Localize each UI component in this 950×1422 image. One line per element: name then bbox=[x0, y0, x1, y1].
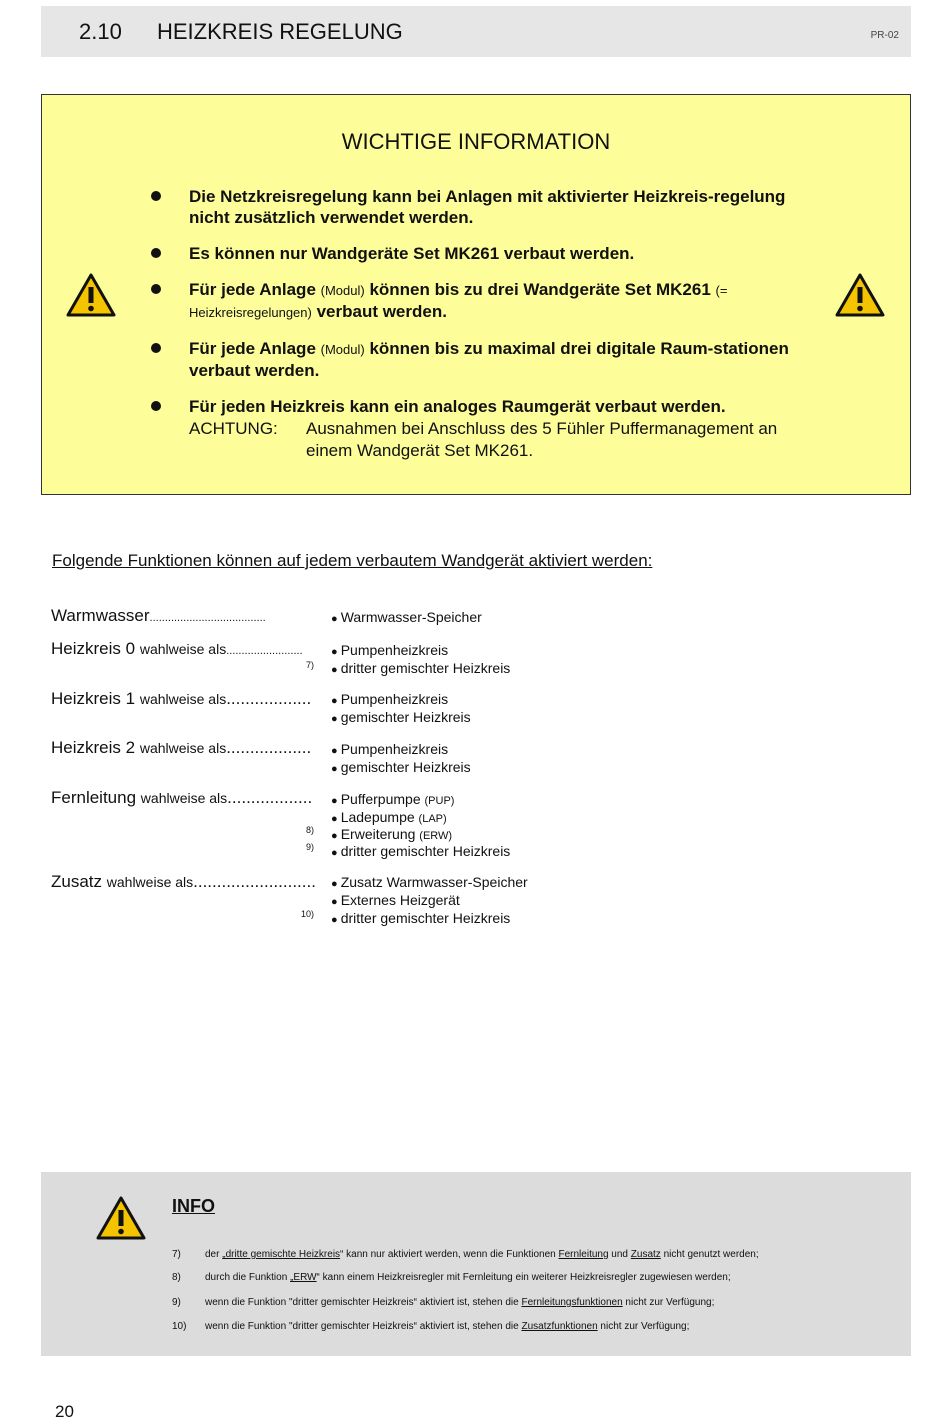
important-info-box bbox=[41, 94, 911, 495]
function-option: ● Erweiterung (ERW) bbox=[331, 826, 452, 842]
function-option: ● Externes Heizgerät bbox=[331, 892, 460, 908]
function-option: ● Pumpenheizkreis bbox=[331, 691, 448, 707]
info-box: INFO 7) der „dritte gemischte Heizkreis“ kann nur aktiviert werden, wenn die Funktionen Fernleitung und Zusatz nicht genutzt werden; 8) durch die Funktion „ERW“ kann einem Heizkreisregler mit Fernleitung ein weiterer Heizkreisregler zugewiesen werden; 9) wenn die Funktion "dritter gemischter Heizkreis“ aktiviert ist, stehen die Fernleitungsfunktionen nicht zur Verfügung; 10) wenn die Funktion "dritter gemischter Heizkreis“ aktiviert ist, stehen die Zusatzfunktionen nicht zur Verfügung; bbox=[41, 1172, 911, 1356]
function-option: ● Pumpenheizkreis bbox=[331, 741, 448, 757]
footnote-ref: 7) bbox=[305, 660, 314, 670]
list-item: Für jede Anlage (Modul) können bis zu maximal drei digitale Raum-stationen verbaut werden. bbox=[189, 338, 809, 381]
footnote-ref: 9) bbox=[305, 842, 314, 852]
achtung-text: Ausnahmen bei Anschluss des 5 Fühler Puffermanagement an einem Wandgerät Set MK261. bbox=[306, 419, 778, 460]
warning-icon bbox=[65, 272, 117, 318]
warning-icon bbox=[95, 1195, 147, 1241]
function-option: ● Zusatz Warmwasser-Speicher bbox=[331, 874, 528, 890]
important-heading: WICHTIGE INFORMATION bbox=[341, 129, 611, 154]
section-header bbox=[41, 6, 911, 57]
warning-icon bbox=[834, 272, 886, 318]
footnote-ref: 8) bbox=[305, 825, 314, 835]
function-option: ● dritter gemischter Heizkreis bbox=[331, 660, 510, 676]
section-title: HEIZKREIS REGELUNG bbox=[157, 19, 403, 44]
page-code: PR-02 bbox=[870, 30, 899, 41]
section-number: 2.10 bbox=[79, 19, 122, 44]
function-option: ● Pumpenheizkreis bbox=[331, 642, 448, 658]
list-item: Es können nur Wandgeräte Set MK261 verbaut werden. bbox=[189, 243, 809, 264]
function-label: Warmwasser bbox=[51, 606, 150, 625]
important-list bbox=[189, 186, 809, 432]
info-title: INFO bbox=[172, 1196, 215, 1216]
achtung-label: ACHTUNG: bbox=[189, 419, 278, 438]
list-item: Für jede Anlage (Modul) können bis zu drei Wandgeräte Set MK261 (= Heizkreisregelungen) verbaut werden. bbox=[189, 279, 809, 323]
page-number: 20 bbox=[55, 1402, 74, 1421]
list-item: Für jeden Heizkreis kann ein analoges Raumgerät verbaut werden. bbox=[189, 396, 809, 417]
function-option: ● Warmwasser-Speicher bbox=[331, 609, 482, 625]
footnote-ref: 10) bbox=[300, 909, 314, 919]
function-option: ● gemischter Heizkreis bbox=[331, 759, 471, 775]
function-option: ● gemischter Heizkreis bbox=[331, 709, 471, 725]
function-option: ● Pufferpumpe (PUP) bbox=[331, 791, 454, 807]
function-option: ● Ladepumpe (LAP) bbox=[331, 809, 447, 825]
function-option: ● dritter gemischter Heizkreis bbox=[331, 910, 510, 926]
function-option: ● dritter gemischter Heizkreis bbox=[331, 843, 510, 859]
functions-lead: Folgende Funktionen können auf jedem verbautem Wandgerät aktiviert werden: bbox=[52, 551, 653, 570]
list-item: Die Netzkreisregelung kann bei Anlagen mit aktivierter Heizkreis-regelung nicht zusätzlich verwendet werden. bbox=[189, 186, 809, 228]
